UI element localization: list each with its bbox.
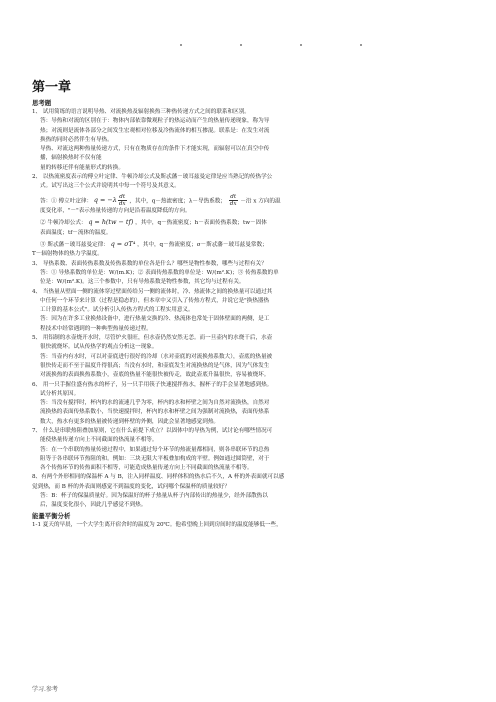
- question-2-cont: 式。试写出这三个公式并说明其中每一个符号及其意义。: [40, 183, 180, 190]
- answer-2-stefan-desc: ，其中，q－热流密度；σ－斯忒藩－玻耳兹曼常数；: [137, 242, 268, 249]
- answer-5-line: 对流换热的表面换热系数小，壶底的热量不能很快被传走，故此壶底升温很快，容易被烧坏。: [40, 372, 270, 379]
- answer-3-line: 答：① 导热系数的单位是：W/(m.K)；② 表面传热系数的单位是：W/(m².K)；③ 传热系数的单: [40, 269, 279, 276]
- answer-2-fourier-line2: 度变化率，"－"表示热量传递的方向是沿着温度降低的方向。: [40, 208, 191, 215]
- stefan-boltzmann-equation: q = σT⁴: [110, 240, 136, 249]
- answer-2-stefan: [32, 240, 464, 250]
- question-5: 5、 用铝制的水壶烧开水时，尽管炉火很旺，但水壶仍然安然无恙。而一旦壶内的水烧干后，水壶: [32, 335, 273, 342]
- decorative-dots: [180, 44, 400, 50]
- answer-6-line: 数大，热水有更多的热量被传递到杯壁的外侧，因此会显著地感觉到热。: [40, 418, 220, 425]
- calc-question-1-1: 1-1 夏天的早晨，一个大学生离开宿舍时的温度为 20℃。他希望晚上回到房间时的温度能够低一些，: [32, 521, 282, 528]
- answer-7-line: 答：在一个串联的热量传递过程中，如果通过每个环节的热流量都相同，则各串联环节的总热: [40, 446, 270, 453]
- fourier-equation: [93, 193, 128, 207]
- answer-2-fourier-label: 答：① 傅立叶定律：: [40, 198, 93, 205]
- answer-4-line: 程技术中经常遇到的一种典型热量传递过程。: [40, 325, 152, 332]
- answer-1-line: 导热、对流这两种热量传递方式，只有在物质存在的条件下才能实现，而辐射可以在真空中传: [40, 146, 270, 153]
- answer-2-newton-label: ② 牛顿冷却公式：: [40, 220, 87, 227]
- question-6-cont: 试分析其原因。: [40, 390, 80, 397]
- answer-7-line: 阻等于各串联环节热阻的和。例如：三块无限大平板叠加构成的平壁。例如通过圆筒壁，对于: [40, 455, 270, 462]
- question-7-cont: 能使热量传递方向上不同截面的热流量不相等。: [40, 437, 158, 444]
- fraction-numerator: dt: [119, 193, 126, 200]
- fraction-denominator: dx: [229, 201, 237, 208]
- question-8-cont: 觉到热，而 B 杯的外表面则感觉不到温度的变化，试问哪个保温杯的质量较好？: [32, 483, 230, 490]
- answer-1-line: 量的转移还伴有能量形式的转换。: [40, 164, 124, 171]
- answer-5-line: 答：当壶内有水时，可以对壶底进行很好的冷却（水对壶底的对流换热系数大），壶底的热量被: [40, 353, 273, 360]
- answer-8-line: 答：B：杯子的保温质量好。因为保温好的杯子热量从杯子内部传出的热量少，经外部散热以: [40, 493, 268, 500]
- answer-1-line: 换热的同时必然伴生有导热。: [40, 136, 113, 143]
- section-heading-think: 思考题: [32, 99, 52, 107]
- answer-1-line: 热；对流则是流体各部分之间发生宏观相对位移及冷热流体的相互掺混。联系是：在发生对流: [40, 127, 270, 134]
- newton-equation: q = h(tw − tf): [88, 218, 134, 227]
- answer-2-fourier: [32, 194, 464, 208]
- gradient-fraction: [229, 194, 238, 207]
- answer-2-stefan-line2: T－辐射物体的热力学温度。: [32, 251, 103, 258]
- answer-2-newton-desc: ，其中，q－热流密度；h－表面传热系数；tw－固体: [135, 220, 267, 227]
- fourier-eq-lhs: q = −λ: [93, 196, 117, 205]
- fraction-denominator: dx: [118, 200, 126, 207]
- page-footer: 学习.参考: [32, 686, 58, 693]
- answer-2-stefan-label: ③ 斯忒藩－玻耳兹曼定律：: [40, 242, 109, 249]
- answer-8-line: 后，温度变化很小，因此几乎感觉不到热。: [40, 502, 147, 509]
- answer-2-fourier-desc: ，其中，q－热流密度；λ－导热系数；: [129, 198, 226, 205]
- answer-4-line: 答：因为在许多工业换热设备中，进行热量交换的冷、热流体也常处于固体壁面的两侧，是工: [40, 316, 270, 323]
- section-heading-energy-balance: 能量平衡分析: [32, 511, 71, 520]
- answer-7-line: 各个传热环节的传热面积不相等，可能造成热量传递方向上不同截面的热流量不相等。: [40, 465, 253, 472]
- answer-2-newton-line2: 表面温度；tf－流体的温度。: [40, 229, 112, 236]
- question-2: 2、 以热流密度表示的傅立叶定律、牛顿冷却公式及斯忒藩－玻耳兹曼定律是应当熟记的传热学公: [32, 174, 273, 181]
- question-4-cont: 工计算的基本公式"。试分析引入传热方程式的工程实用意义。: [40, 307, 194, 314]
- answer-2-fourier-desc2: －沿 x 方向的温: [240, 198, 281, 205]
- document-body: [32, 98, 464, 530]
- question-7: 7、 什么是串联热阻叠加原则，它在什么前提下成立？以固体中的导热为例，试讨论有哪些情况可: [32, 428, 273, 434]
- question-8: 8、有两个外形相同的保温杯 A 与 B，注入同样温度、同样体积的热水后不久，A 杯的外表面就可以感: [32, 474, 285, 481]
- question-1: 1、 试用简练的语言说明导热、对流换热及辐射换热三种热传递方式之间的联系和区别。: [32, 109, 250, 115]
- answer-6-line: 流换热的表面传热系数小，当快速搅拌时，杯内的水和杯壁之间为强制对流换热，表面传热系: [40, 409, 270, 416]
- question-4: 4、 当热量从壁面一侧的流体穿过壁面传给另一侧的流体时，冷、热流体之间的换热量可以通过其: [32, 288, 273, 295]
- answer-3-line: 位是：W/(m².K)。这三个参数中，只有导热系数是物性参数，其它均与过程有关。: [40, 279, 245, 286]
- question-6: 6、 用一只手握住盛有热水的杯子，另一只手用筷子快速搅拌热水，握杯子的手会显著地感到热。: [32, 381, 273, 388]
- answer-2-newton: [32, 218, 464, 228]
- question-5-cont: 很快就烧坏。试从传热学的观点分析这一现象。: [40, 344, 158, 351]
- answer-5-line: 很快传走而不至于温度升得很高；当没有水时，和壶底发生对流换热的是气体，因为气体发生: [40, 362, 270, 369]
- question-4-cont: 中任何一个环节来计算（过程是稳态的），但本章中又引入了传热方程式，并说它是"换热器热: [40, 297, 270, 304]
- fraction-numerator: dt: [230, 194, 237, 201]
- answer-1-line: 答：导热和对流的区别在于：物体内部依靠微观粒子的热运动而产生的热量传递现象，称为导: [40, 118, 270, 125]
- answer-1-line: 播，辐射换热时不仅有能: [40, 155, 102, 162]
- fourier-eq-fraction: [118, 194, 127, 207]
- chapter-title: 第一章: [32, 80, 72, 95]
- question-3: 3、 导热系数、表面传热系数及传热系数的单位各是什么？哪些是物性参数，哪些与过程有关？: [32, 260, 267, 267]
- answer-6-line: 答：当没有搅拌时，杯内的水的流速几乎为零，杯内的水和杯壁之间为自然对流换热，自然对: [40, 400, 270, 407]
